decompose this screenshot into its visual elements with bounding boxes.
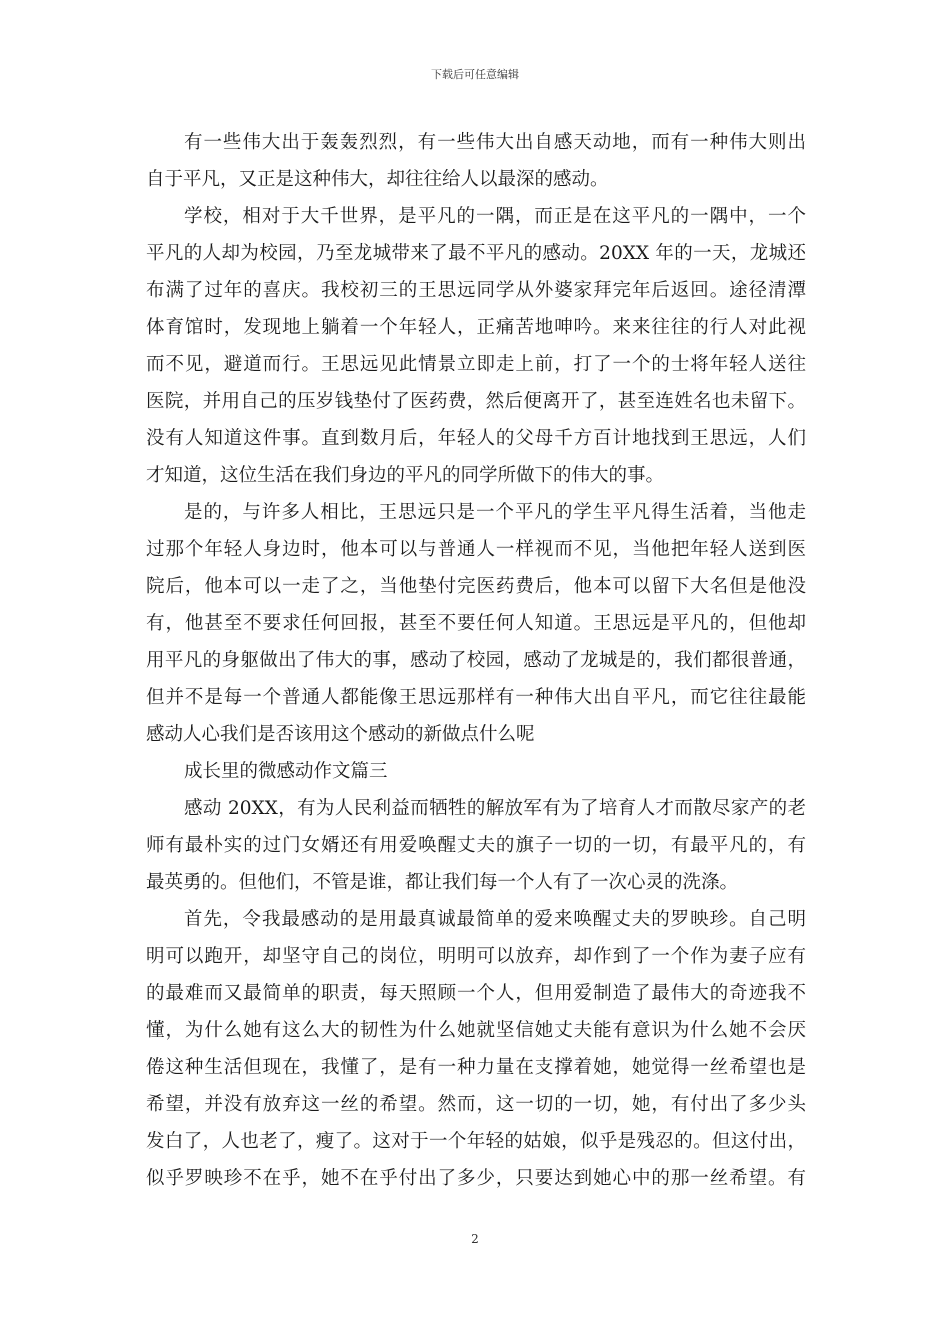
- text-line: 懂，为什么她有这么大的韧性为什么她就坚信她丈夫能有意识为什么她不会厌: [146, 1020, 806, 1041]
- text-line: 的最难而又最简单的职责，每天照顾一个人，但用爱制造了最伟大的奇迹我不: [146, 983, 806, 1004]
- text-line: 发白了，人也老了，瘦了。这对于一个年轻的姑娘，似乎是残忍的。但这付出，: [146, 1131, 806, 1152]
- text-line: 学校，相对于大千世界，是平凡的一隅，而正是在这平凡的一隅中，一个: [184, 206, 806, 227]
- text-line: 希望，并没有放弃这一丝的希望。然而，这一切的一切，她，有付出了多少头: [146, 1094, 806, 1115]
- text-line: 有一些伟大出于轰轰烈烈，有一些伟大出自感天动地，而有一种伟大则出: [184, 132, 806, 153]
- text-line: 而不见，避道而行。王思远见此情景立即走上前，打了一个的士将年轻人送往: [146, 354, 806, 375]
- text-line: 感动 20XX，有为人民利益而牺牲的解放军有为了培育人才而散尽家产的老: [184, 798, 806, 819]
- text-line: 是的，与许多人相比，王思远只是一个平凡的学生平凡得生活着，当他走: [184, 502, 806, 523]
- text-line: 过那个年轻人身边时，他本可以与普通人一样视而不见，当他把年轻人送到医: [146, 539, 806, 560]
- text-line: 自于平凡，又正是这种伟大，却往往给人以最深的感动。: [146, 169, 609, 190]
- text-line: 院后，他本可以一走了之，当他垫付完医药费后，他本可以留下大名但是他没: [146, 576, 806, 597]
- text-line: 才知道，这位生活在我们身边的平凡的同学所做下的伟大的事。: [146, 465, 665, 486]
- text-line: 有，他甚至不要求任何回报，甚至不要任何人知道。王思远是平凡的，但他却: [146, 613, 806, 634]
- text-line: 感动人心我们是否该用这个感动的新做点什么呢: [146, 724, 535, 745]
- section-title: 成长里的微感动作文篇三: [184, 761, 388, 782]
- text-line: 布满了过年的喜庆。我校初三的王思远同学从外婆家拜完年后返回。途径清潭: [146, 280, 806, 301]
- document-body: [146, 124, 806, 1197]
- text-line: 首先，令我最感动的是用最真诚最简单的爱来唤醒丈夫的罗映珍。自己明: [184, 909, 806, 930]
- text-line: 似乎罗映珍不在乎，她不在乎付出了多少，只要达到她心中的那一丝希望。有: [146, 1168, 806, 1189]
- text-line: 明可以跑开，却坚守自己的岗位，明明可以放弃，却作到了一个作为妻子应有: [146, 946, 806, 967]
- text-line: 但并不是每一个普通人都能像王思远那样有一种伟大出自平凡，而它往往最能: [146, 687, 806, 708]
- page-header: 下载后可任意编辑: [431, 68, 519, 81]
- text-line: 平凡的人却为校园，乃至龙城带来了最不平凡的感动。20XX 年的一天，龙城还: [146, 243, 806, 264]
- text-line: 用平凡的身躯做出了伟大的事，感动了校园，感动了龙城是的，我们都很普通，: [146, 650, 806, 671]
- text-line: 没有人知道这件事。直到数月后，年轻人的父母千方百计地找到王思远，人们: [146, 428, 806, 449]
- page-number: 2: [471, 1232, 479, 1246]
- text-line: 最英勇的。但他们，不管是谁，都让我们每一个人有了一次心灵的洗涤。: [146, 872, 739, 893]
- text-line: 体育馆时，发现地上躺着一个年轻人，正痛苦地呻吟。来来往往的行人对此视: [146, 317, 806, 338]
- text-line: 倦这种生活但现在，我懂了，是有一种力量在支撑着她，她觉得一丝希望也是: [146, 1057, 806, 1078]
- text-line: 师有最朴实的过门女婿还有用爱唤醒丈夫的旗子一切的一切，有最平凡的，有: [146, 835, 806, 856]
- text-line: 医院，并用自己的压岁钱垫付了医药费，然后便离开了，甚至连姓名也未留下。: [146, 391, 806, 412]
